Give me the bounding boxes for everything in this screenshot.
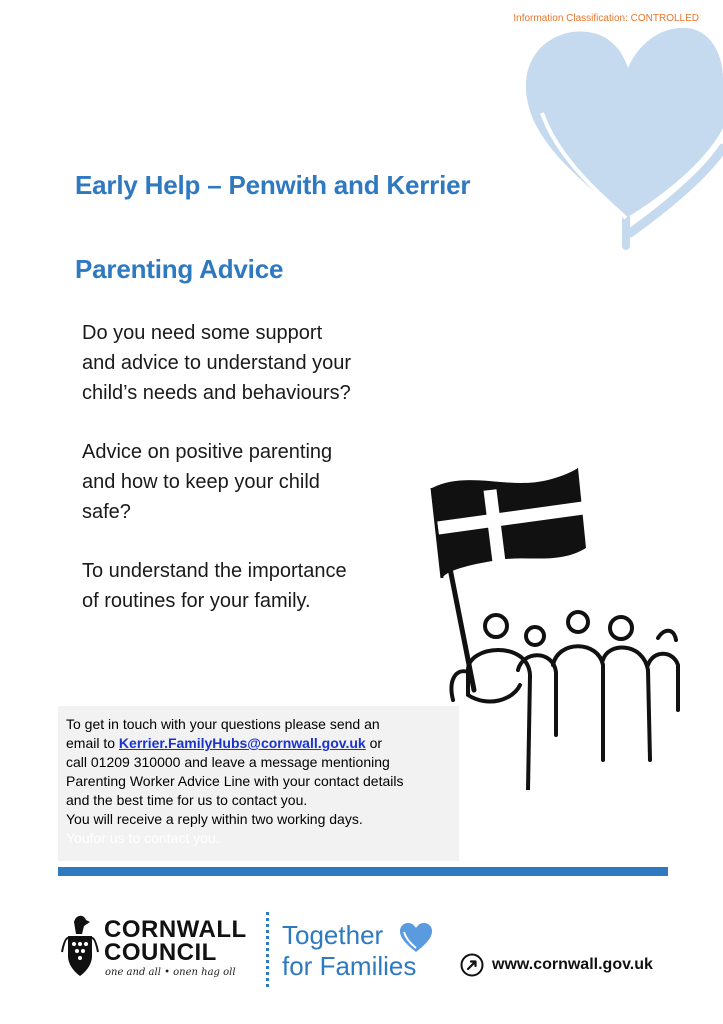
contact-line: Parenting Worker Advice Line with your contact details	[66, 773, 404, 789]
website-link[interactable]	[460, 953, 653, 977]
arrow-circle-icon	[460, 953, 484, 977]
contact-line: call 01209 310000 and leave a message mentioning	[66, 754, 390, 770]
flag-crowd-illustration	[428, 460, 683, 790]
together-for-families-logo: Together for Families	[282, 920, 417, 981]
heart-icon	[398, 922, 434, 954]
heart-icon	[518, 18, 723, 250]
footer-divider	[58, 867, 668, 876]
council-logo-text: CORNWALL COUNCIL	[104, 916, 247, 966]
crest-icon	[60, 912, 100, 980]
contact-ghost-text: Youfor us to contact you.	[66, 830, 220, 846]
website-url[interactable]: www.cornwall.gov.uk	[492, 956, 653, 973]
contact-line-email: email to Kerrier.FamilyHubs@cornwall.gov.uk or	[66, 735, 383, 751]
logo-divider	[266, 912, 269, 987]
contact-line: and the best time for us to contact you.	[66, 792, 308, 808]
contact-box	[58, 706, 459, 861]
classification-label: Information Classification: CONTROLLED	[513, 13, 699, 24]
council-motto: one and all • onen hag oll	[105, 967, 236, 978]
email-link[interactable]: Kerrier.FamilyHubs@cornwall.gov.uk	[118, 735, 366, 751]
paragraph-support: Do you need some support and advice to understand your child’s needs and behaviours?	[82, 322, 352, 404]
page-title: Early Help – Penwith and Kerrier	[75, 170, 471, 200]
body-copy	[82, 318, 412, 645]
paragraph-routines: To understand the importance of routines for your family.	[82, 560, 347, 612]
page-subtitle: Parenting Advice	[75, 254, 284, 284]
paragraph-positive-parenting: Advice on positive parenting and how to keep your child safe?	[82, 441, 333, 523]
contact-line: You will receive a reply within two working days.	[66, 811, 363, 827]
contact-line: To get in touch with your questions please send an	[66, 716, 380, 732]
